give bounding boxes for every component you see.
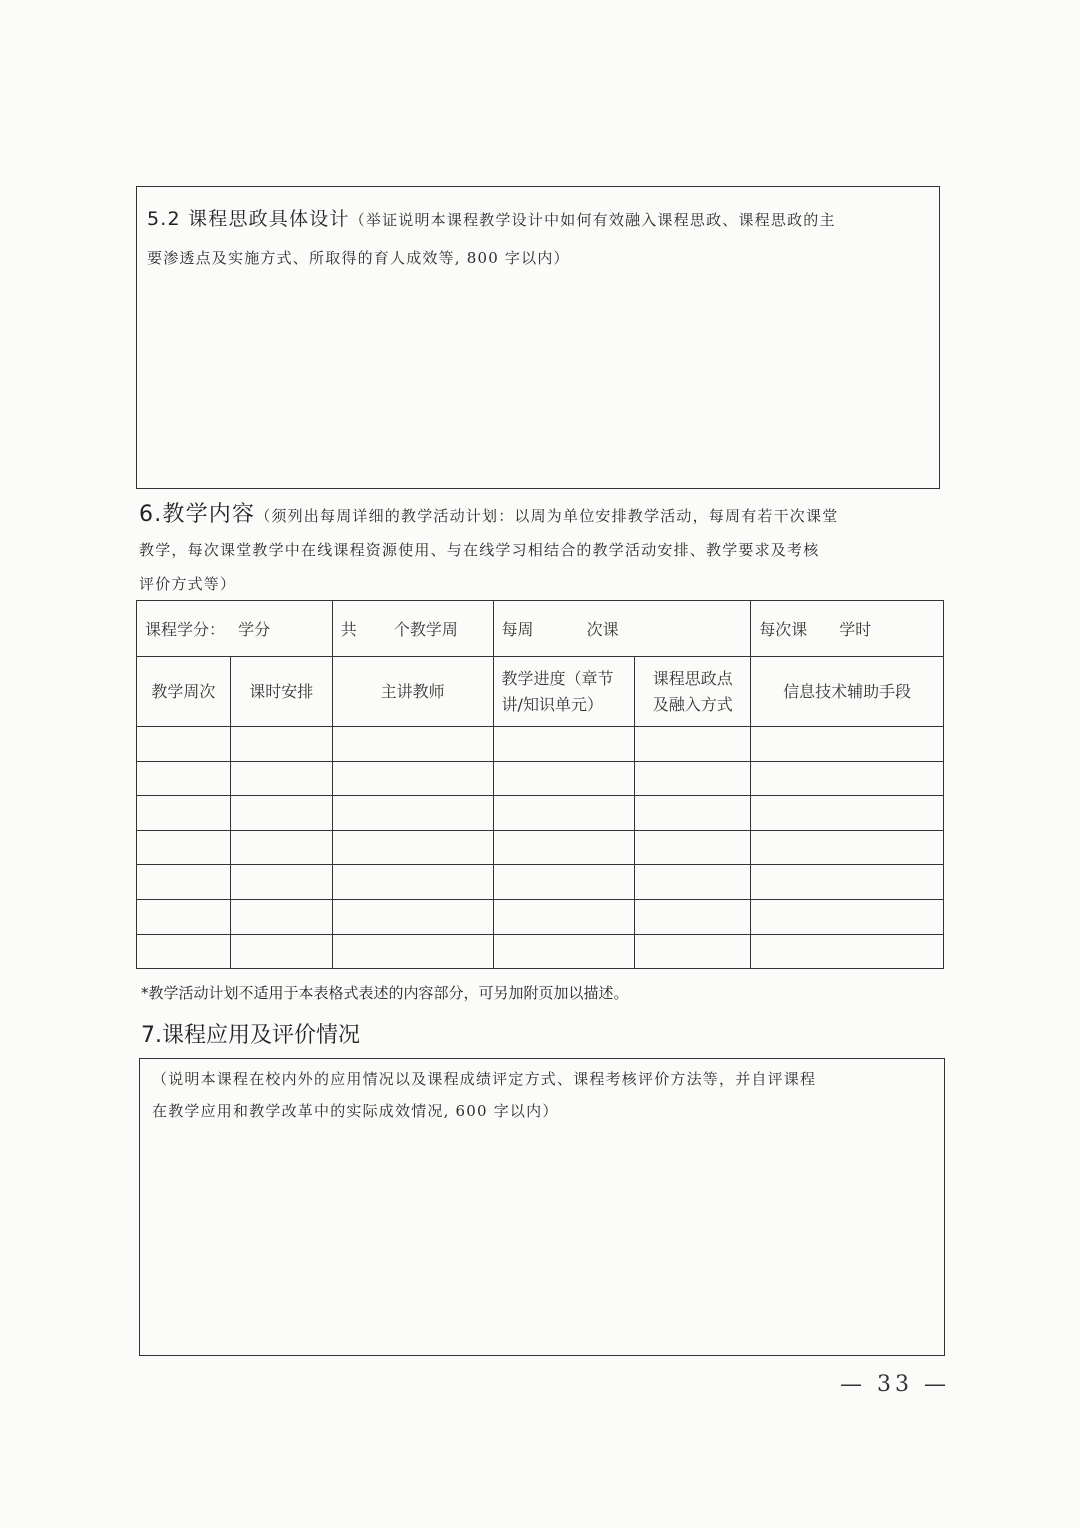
section-6-note-line3: 评价方式等） bbox=[139, 575, 237, 593]
section-7-title: 7.课程应用及评价情况 bbox=[141, 1023, 360, 1048]
table-row bbox=[137, 934, 944, 969]
section-5-2-note-line1: （举证说明本课程教学设计中如何有效融入课程思政、课程思政的主 bbox=[349, 211, 836, 229]
section-7-box bbox=[139, 1058, 945, 1356]
table-row bbox=[137, 727, 944, 762]
table-row bbox=[137, 865, 944, 900]
table-row bbox=[137, 761, 944, 796]
table-header-row bbox=[137, 657, 944, 727]
header-progress: 教学进度（章节 讲/知识单元） bbox=[493, 657, 635, 727]
section-5-2-box bbox=[136, 186, 940, 489]
hours-cell[interactable]: 每次课 学时 bbox=[751, 601, 944, 657]
page-number: — 33 — bbox=[840, 1372, 950, 1397]
header-teacher: 主讲教师 bbox=[332, 657, 493, 727]
table-row bbox=[137, 796, 944, 831]
header-hours: 课时安排 bbox=[230, 657, 332, 727]
table-row bbox=[137, 899, 944, 934]
section-7-note-line1: （说明本课程在校内外的应用情况以及课程成绩评定方式、课程考核评价方法等，并自评课程 bbox=[152, 1070, 817, 1088]
per-week-cell[interactable]: 每周 次课 bbox=[493, 601, 751, 657]
section-5-2-title: 5.2 课程思政具体设计 bbox=[147, 208, 350, 230]
section-7-note-line2: 在教学应用和教学改革中的实际成效情况, 600 字以内） bbox=[152, 1102, 559, 1120]
section-5-2-note-line2: 要渗透点及实施方式、所取得的育人成效等, 800 字以内） bbox=[147, 249, 570, 267]
teaching-plan-table bbox=[136, 600, 944, 969]
section-6-heading bbox=[139, 498, 944, 601]
header-week: 教学周次 bbox=[137, 657, 231, 727]
section-6-title: 6.教学内容 bbox=[139, 502, 256, 527]
header-ideology: 课程思政点 及融入方式 bbox=[635, 657, 751, 727]
credits-cell[interactable]: 课程学分： 学分 bbox=[137, 601, 333, 657]
table-footnote: *教学活动计划不适用于本表格式表述的内容部分，可另加附页加以描述。 bbox=[141, 984, 629, 1002]
table-summary-row bbox=[137, 601, 944, 657]
header-tech: 信息技术辅助手段 bbox=[751, 657, 944, 727]
section-6-note-line2: 教学，每次课堂教学中在线课程资源使用、与在线学习相结合的教学活动安排、教学要求及考核 bbox=[139, 541, 820, 559]
weeks-cell[interactable]: 共 个教学周 bbox=[332, 601, 493, 657]
section-6-note-line1: （须列出每周详细的教学活动计划：以周为单位安排教学活动，每周有若干次课堂 bbox=[255, 507, 839, 525]
table-row bbox=[137, 830, 944, 865]
